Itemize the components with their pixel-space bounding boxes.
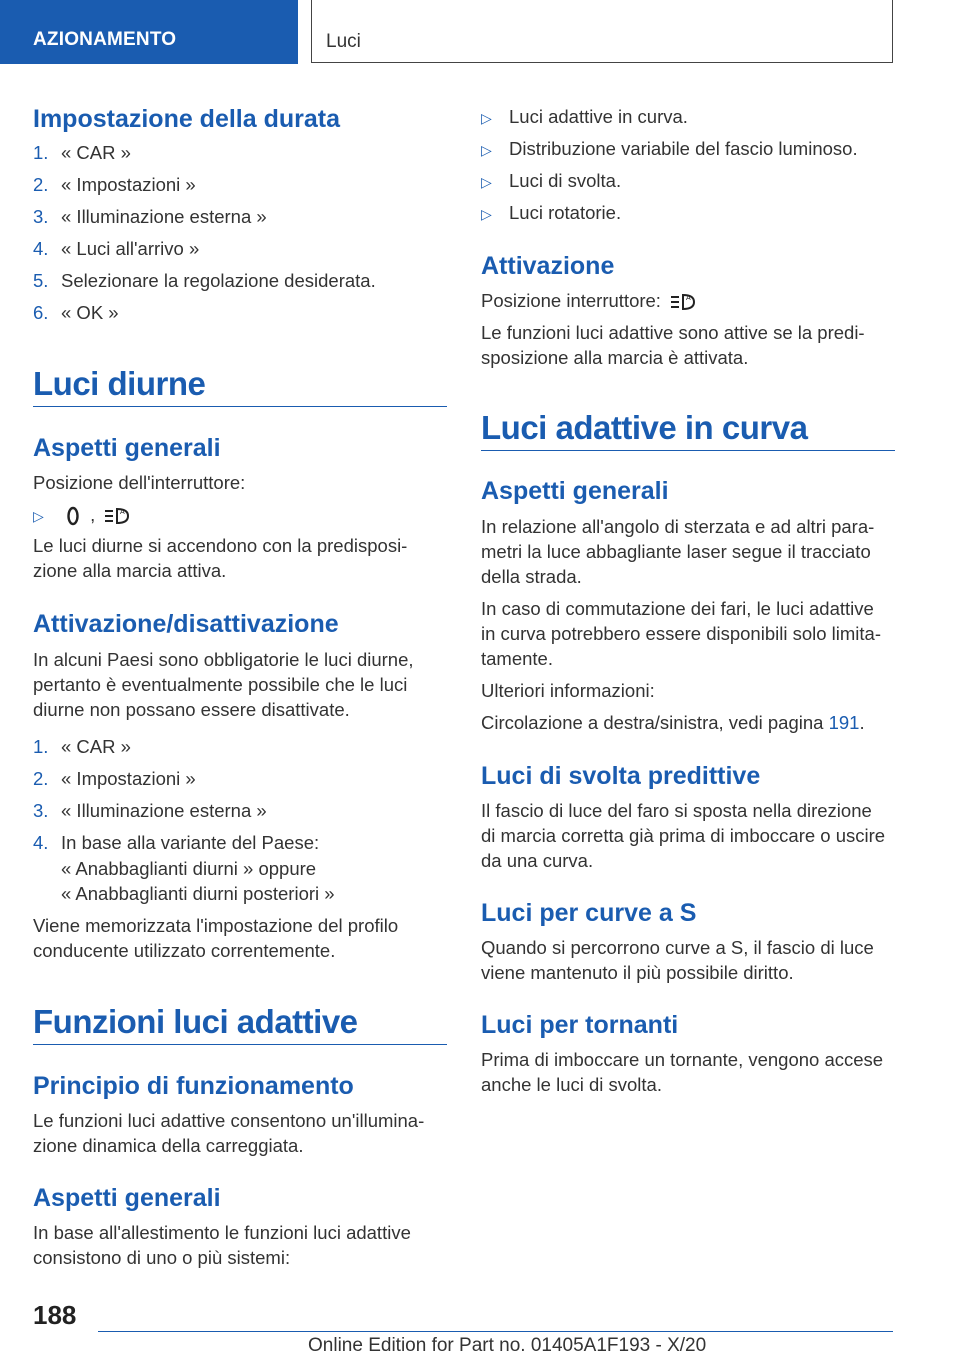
heading-rule — [33, 1044, 447, 1045]
heading-aspetti-generali-2: Aspetti generali — [33, 1184, 221, 1212]
list-text: « Impostazioni » — [61, 768, 196, 789]
heading-rule — [481, 450, 895, 451]
heading-svolta: Luci di svolta predittive — [481, 762, 761, 790]
page-number: 188 — [33, 1300, 77, 1330]
s-1: Quando si percorrono curve a S, il fascio di luce — [481, 937, 874, 958]
memo-2: conducente utilizzato correntemente. — [33, 940, 336, 961]
list-number: 4. — [33, 238, 49, 259]
list-text: Luci adattive in curva. — [509, 106, 688, 127]
heading-attivazione: Attivazione/disattivazione — [33, 610, 339, 638]
r-att-2: sposizione alla marcia è attivata. — [481, 347, 749, 368]
switch-position-text: Posizione interruttore: — [481, 290, 661, 311]
ulteriori: Ulteriori informazioni: — [481, 680, 655, 701]
list-item — [33, 734, 447, 759]
svg-text:A: A — [120, 509, 126, 517]
heading-aspetti-generali: Aspetti generali — [33, 434, 221, 462]
list-text: « Luci all'arrivo » — [61, 238, 200, 259]
footer-rule — [98, 1331, 893, 1332]
list-text: Selezionare la regolazione desiderata. — [61, 270, 376, 291]
gen-3: della strada. — [481, 566, 582, 587]
switch-position-list — [33, 502, 447, 528]
list-number: 5. — [33, 270, 49, 291]
principio-2: zione dinamica della carreggiata. — [33, 1135, 304, 1156]
section-tab — [0, 0, 298, 64]
page-link[interactable]: 191 — [828, 712, 860, 733]
list-item — [33, 766, 447, 791]
tornanti-2: anche le luci di svolta. — [481, 1074, 662, 1095]
list-text: In base alla variante del Paese: — [61, 832, 320, 853]
step4-line2: « Anabbaglianti diurni » oppure — [61, 858, 317, 879]
list-text: « Illuminazione esterna » — [61, 800, 267, 821]
list-item — [481, 104, 895, 129]
comma: , — [90, 504, 96, 525]
step4-line3: « Anabbaglianti diurni posteriori » — [61, 883, 335, 904]
bullet: ▷ — [481, 110, 492, 126]
list-text: Distribuzione variabile del fascio luminoso. — [509, 138, 858, 159]
bullet: ▷ — [481, 206, 492, 222]
switch-off-icon — [65, 505, 81, 527]
list-item — [33, 236, 447, 261]
list-text: « Illuminazione esterna » — [61, 206, 267, 227]
list-number: 1. — [33, 736, 49, 757]
list-item — [33, 140, 447, 165]
heading-rule — [33, 406, 447, 407]
principio-1: Le funzioni luci adattive consentono un'illumina- — [33, 1110, 425, 1131]
comm-3: tamente. — [481, 648, 553, 669]
generali-1: In base all'allestimento le funzioni luci adattive — [33, 1222, 411, 1243]
circolazione-ref — [481, 710, 895, 735]
list-number: 3. — [33, 206, 49, 227]
list-item — [481, 168, 895, 193]
heading-tornanti: Luci per tornanti — [481, 1011, 679, 1039]
s-2: viene mantenuto il più possibile diritto. — [481, 962, 794, 983]
heading-curve-s: Luci per curve a S — [481, 899, 697, 927]
list-item — [33, 172, 447, 197]
svolta-2: di marcia corretta già prima di imboccare o uscire — [481, 825, 886, 846]
svg-text:A: A — [686, 295, 691, 303]
topic-label: Luci — [326, 31, 361, 52]
tornanti-1: Prima di imboccare un tornante, vengono accese — [481, 1049, 884, 1070]
heading-luci-diurne: Luci diurne — [33, 365, 206, 402]
gen-1: In relazione all'angolo di sterzata e ad altri para- — [481, 516, 875, 537]
switch-position-text: Posizione dell'interruttore: — [33, 472, 246, 493]
list-number: 4. — [33, 832, 49, 853]
gen-2: metri la luce abbagliante laser segue il tracciato — [481, 541, 871, 562]
heading-luci-adattive-curva: Luci adattive in curva — [481, 409, 808, 446]
list-number: 3. — [33, 800, 49, 821]
heading-funzioni-adattive: Funzioni luci adattive — [33, 1003, 358, 1040]
comm-2: in curva potrebbero essere disponibili solo limita- — [481, 623, 881, 644]
heading-aspetti-generali-r: Aspetti generali — [481, 477, 669, 505]
list-number: 6. — [33, 302, 49, 323]
diurne-desc-1: Le luci diurne si accendono con la predisposi- — [33, 535, 408, 556]
list-item — [33, 798, 447, 823]
footer-edition: Online Edition for Part no. 01405A1F193 - X/20 — [308, 1335, 707, 1356]
generali-2: consistono di uno o più sistemi: — [33, 1247, 291, 1268]
list-item — [481, 136, 895, 161]
heading-principio: Principio di funzionamento — [33, 1072, 354, 1100]
bullet: ▷ — [481, 174, 492, 190]
list-item — [33, 830, 447, 855]
switch-icons — [61, 502, 136, 527]
heading-attivazione-right: Attivazione — [481, 252, 615, 280]
comm-1: In caso di commutazione dei fari, le luci adattive — [481, 598, 874, 619]
list-number: 1. — [33, 142, 49, 163]
list-text: « CAR » — [61, 736, 131, 757]
att-text-3: diurne non possano essere disattivate. — [33, 699, 350, 720]
bullet: ▷ — [33, 508, 44, 524]
section-label: AZIONAMENTO — [33, 29, 177, 50]
switch-position-right — [481, 288, 895, 313]
memo-1: Viene memorizzata l'impostazione del profilo — [33, 915, 399, 936]
list-item — [481, 200, 895, 225]
list-number: 2. — [33, 174, 49, 195]
svolta-3: da una curva. — [481, 850, 594, 871]
att-text-2: pertanto è eventualmente possibile che le luci — [33, 674, 408, 695]
r-att-1: Le funzioni luci adattive sono attive se la predi- — [481, 322, 865, 343]
svolta-1: Il fascio di luce del faro si sposta nella direzione — [481, 800, 872, 821]
list-text: Luci rotatorie. — [509, 202, 622, 223]
list-item — [33, 268, 447, 293]
topic-tab — [311, 0, 893, 63]
auto-headlight-icon — [104, 505, 132, 527]
list-text: Luci di svolta. — [509, 170, 622, 191]
list-number: 2. — [33, 768, 49, 789]
list-item — [33, 300, 447, 325]
list-item — [33, 204, 447, 229]
att-text-1: In alcuni Paesi sono obbligatorie le luci diurne, — [33, 649, 414, 670]
auto-headlight-icon — [670, 291, 698, 313]
list-text: « CAR » — [61, 142, 131, 163]
bullet: ▷ — [481, 142, 492, 158]
list-text: « OK » — [61, 302, 119, 323]
diurne-desc-2: zione alla marcia attiva. — [33, 560, 227, 581]
list-text: « Impostazioni » — [61, 174, 196, 195]
period: . — [859, 712, 865, 733]
heading-durata: Impostazione della durata — [33, 105, 341, 133]
circolazione-text: Circolazione a destra/sinistra, vedi pagina — [481, 712, 829, 733]
